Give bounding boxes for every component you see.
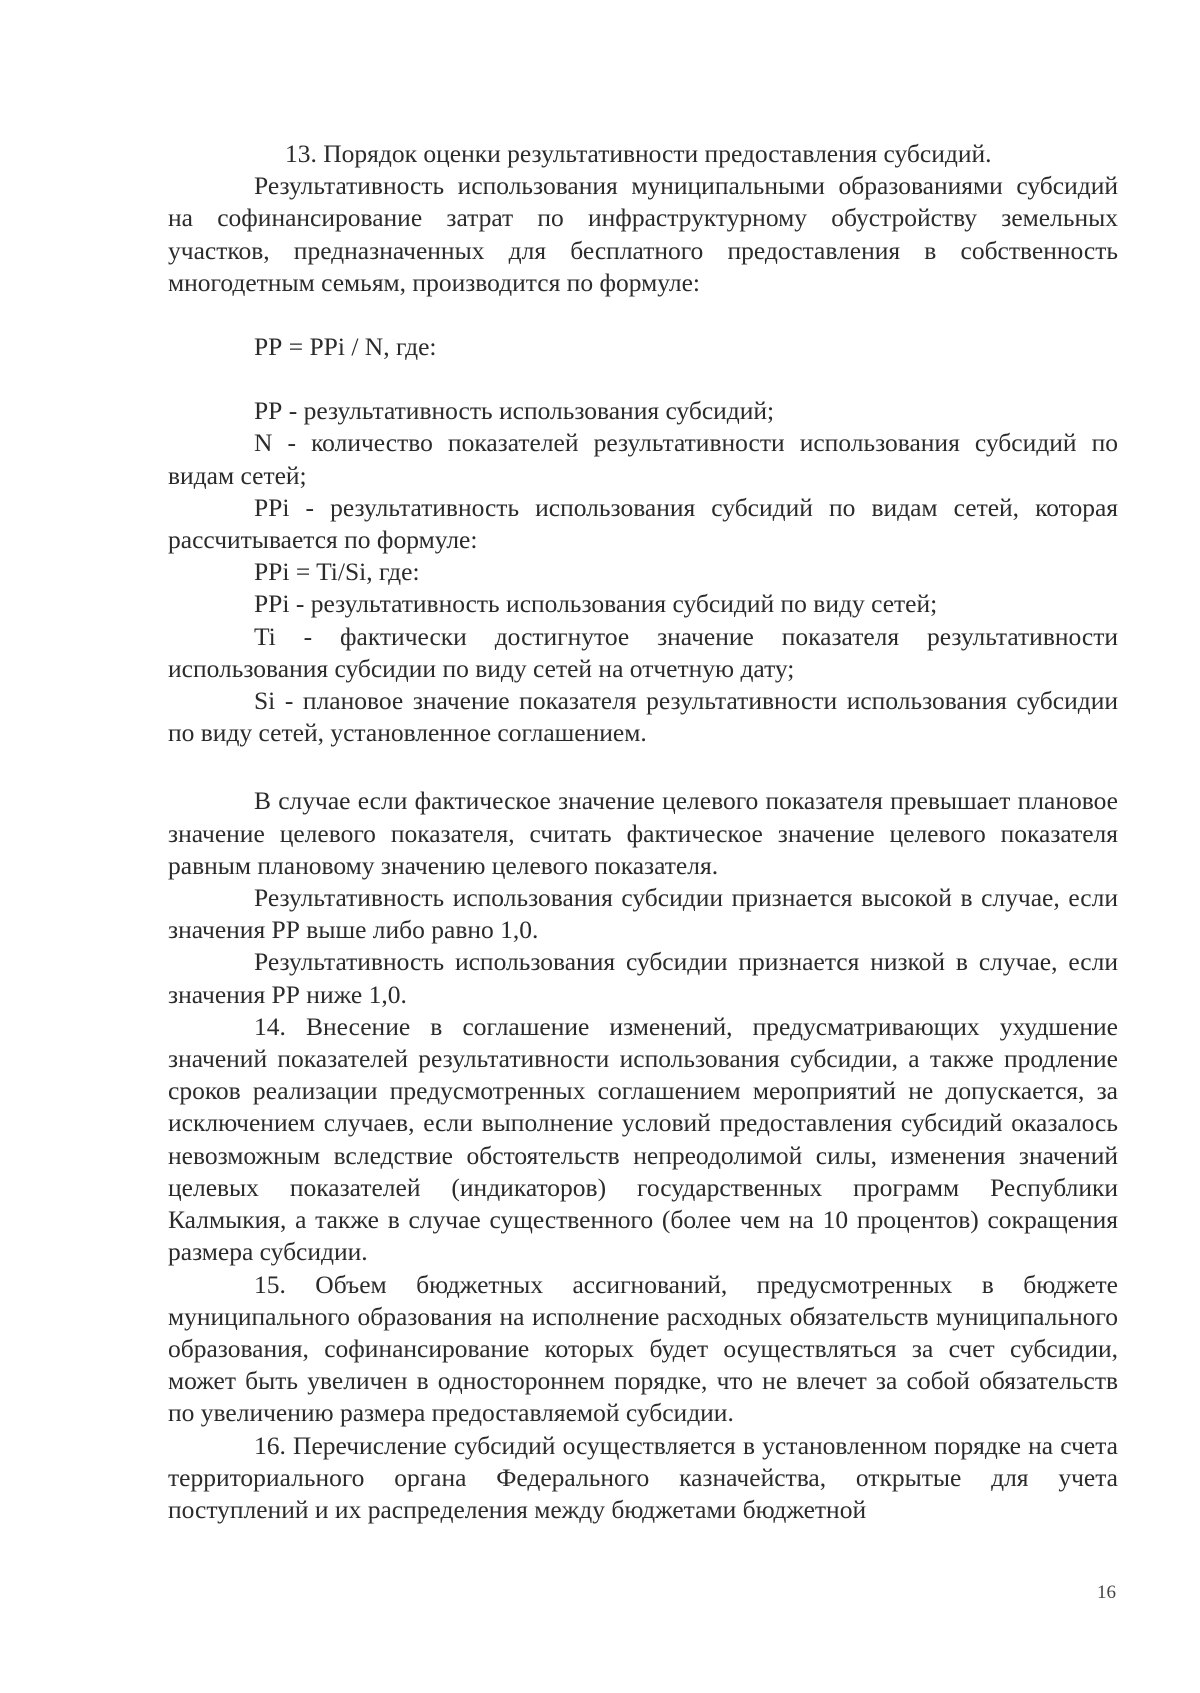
section-14: 14. Внесение в соглашение изменений, предусматривающих ухудшение значений показателей результативности использования субсидии, а также продление сроков реализации предусмотренных соглашением мероприятий не допускается, за исключением случаев, если выполнение условий предоставления субсидий оказалось невозможным вследствие обстоятельств непреодолимой силы, изменения значений целевых показателей (индикаторов) государственных программ Республики Калмыкия, а также в случае существенного (более чем на 10 процентов) сокращения размера субсидии. xyxy=(168,1011,1118,1267)
definition-rr: РР - результативность использования субсидий; xyxy=(254,396,775,426)
paragraph-low-effectiveness: Результативность использования субсидии признается низкой в случае, если значения РР ниже 1,0. xyxy=(168,947,1118,1009)
section-16: 16. Перечисление субсидий осуществляется в установленном порядке на счета территориального органа Федерального казначейства, открытые для учета поступлений и их распределения между бюджетами бюджетной xyxy=(168,1430,1118,1524)
definition-rri-per-network: РРi - результативность использования субсидий по виду сетей; xyxy=(254,589,938,619)
section-13-heading: 13. Порядок оценки результативности предоставления субсидий. xyxy=(285,139,992,168)
formula-rr: РР = РРi / N, где: xyxy=(254,332,437,362)
paragraph-effectiveness-intro: Результативность использования муниципальными образованиями субсидий на софинансирование затрат по инфраструктурному обустройству земельных участков, предназначенных для бесплатного предоставления в собственность многодетным семьям, производится по формуле: xyxy=(168,171,1118,297)
formula-rri: РРi = Ti/Si, где: xyxy=(254,557,420,587)
document-body xyxy=(168,138,1118,1526)
page-number: 16 xyxy=(1097,1582,1116,1603)
paragraph-high-effectiveness: Результативность использования субсидии признается высокой в случае, если значения РР выше либо равно 1,0. xyxy=(168,883,1118,945)
definition-ti: Ti - фактически достигнутое значение показателя результативности использования субсидии по виду сетей на отчетную дату; xyxy=(168,621,1118,683)
section-15: 15. Объем бюджетных ассигнований, предусмотренных в бюджете муниципального образования на исполнение расходных обязательств муниципального образования, софинансирование которых будет осуществляться за счет субсидии, может быть увеличен в одностороннем порядке, что не влечет за собой обязательств по увеличению размера предоставляемой субсидии. xyxy=(168,1269,1118,1428)
definition-rri: РРi - результативность использования субсидий по видам сетей, которая рассчитывается по формуле: xyxy=(168,492,1118,555)
definition-n: N - количество показателей результативности использования субсидий по видам сетей; xyxy=(168,428,1118,490)
paragraph-exceeding-target: В случае если фактическое значение целевого показателя превышает плановое значение целевого показателя, считать фактическое значение целевого показателя равным плановому значению целевого показателя. xyxy=(168,786,1118,880)
definition-si: Si - плановое значение показателя результативности использования субсидии по виду сетей, установленное соглашением. xyxy=(168,686,1118,748)
